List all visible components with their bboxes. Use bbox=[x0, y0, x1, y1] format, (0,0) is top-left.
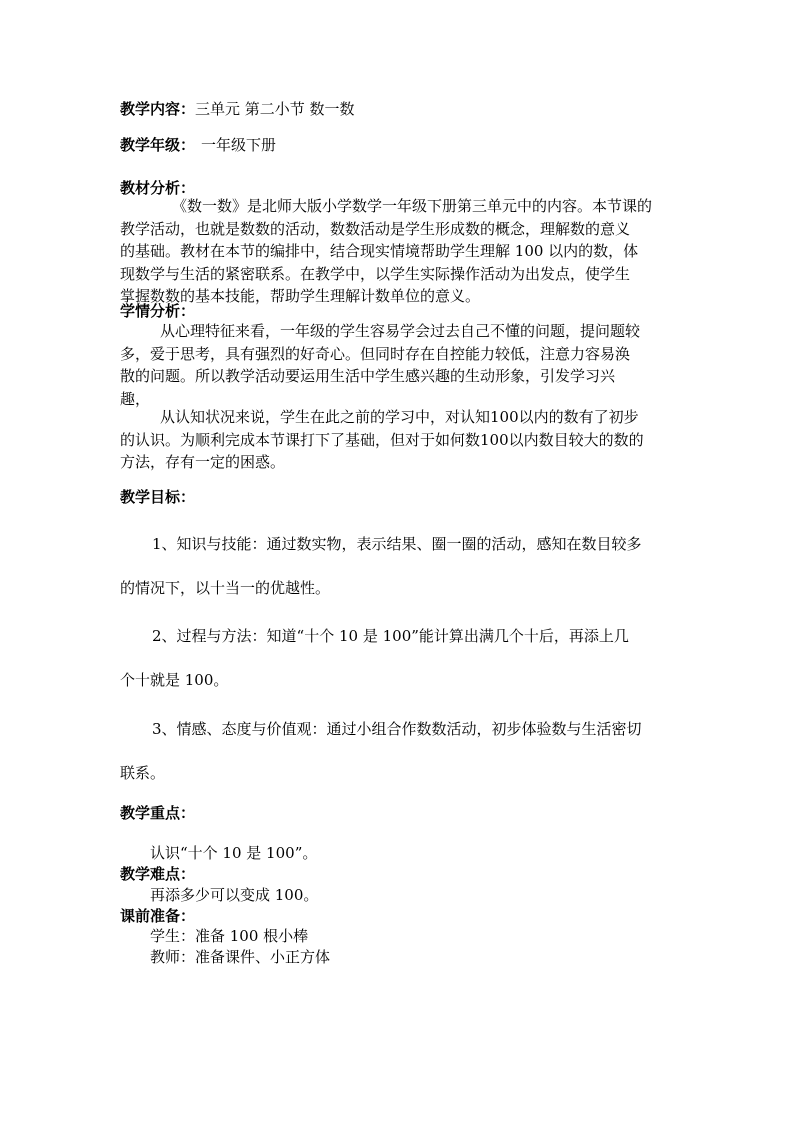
student-line: 散的问题。所以教学活动要运用生活中学生感兴趣的生动形象，引发学习兴 bbox=[120, 367, 616, 385]
material-line: 教学活动，也就是数数的活动，数数活动是学生形成数的概念，理解数的意义 bbox=[120, 219, 631, 238]
material-line: 现数学与生活的紧密联系。在教学中，以学生实际操作活动为出发点，使学生 bbox=[120, 264, 631, 283]
preparation-heading: 课前准备： bbox=[120, 907, 196, 925]
goal-item-3 bbox=[120, 707, 680, 795]
student-line: 的认识。为顺利完成本节课打下了基础，但对于如何数100以内数目较大的数的 bbox=[120, 430, 644, 449]
content-row bbox=[120, 98, 355, 120]
preparation-teacher: 教师：准备课件、小正方体 bbox=[150, 948, 331, 966]
student-line: 多，爱于思考，具有强烈的好奇心。但同时存在自控能力较低，注意力容易涣 bbox=[120, 344, 631, 363]
material-analysis-heading: 教材分析： bbox=[120, 179, 196, 197]
content-value: 三单元 第二小节 数一数 bbox=[195, 100, 355, 118]
goal-item-2 bbox=[120, 614, 680, 702]
goal-line: 2、过程与方法：知道“十个 10 是 100”能计算出满几个十后，再添上几 bbox=[152, 627, 629, 645]
student-analysis-paragraph-2 bbox=[120, 406, 680, 474]
goal-line: 联系。 bbox=[120, 764, 166, 782]
goal-line: 3、情感、态度与价值观：通过小组合作数数活动，初步体验数与生活密切 bbox=[152, 720, 642, 738]
material-line: 掌握数数的基本技能，帮助学生理解计数单位的意义。 bbox=[120, 287, 481, 305]
goal-item-1 bbox=[120, 522, 680, 610]
material-line: 的基础。教材在本节的编排中，结合现实情境帮助学生理解 100 以内的数，体 bbox=[120, 242, 639, 260]
key-point-value: 认识“十个 10 是 100”。 bbox=[150, 844, 318, 862]
goal-line: 个十就是 100。 bbox=[120, 671, 229, 689]
student-line: 从心理特征来看，一年级的学生容易学会过去自己不懂的问题，提问题较 bbox=[160, 322, 641, 340]
student-analysis-heading: 学情分析： bbox=[120, 302, 196, 320]
content-label: 教学内容： bbox=[120, 100, 196, 118]
material-line: 《数一数》是北师大版小学数学一年级下册第三单元中的内容。本节课的 bbox=[172, 197, 653, 215]
student-line: 从认知状况来说，学生在此之前的学习中，对认知100以内的数有了初步 bbox=[160, 408, 639, 426]
difficulty-heading: 教学难点： bbox=[120, 865, 196, 883]
preparation-student: 学生：准备 100 根小棒 bbox=[150, 927, 309, 945]
goals-heading: 教学目标： bbox=[120, 488, 196, 506]
grade-label: 教学年级： bbox=[120, 136, 196, 154]
key-point-heading: 教学重点： bbox=[120, 804, 196, 822]
material-analysis-paragraph bbox=[120, 195, 680, 308]
goal-line: 的情况下，以十当一的优越性。 bbox=[120, 579, 331, 597]
student-line: 趣， bbox=[120, 389, 151, 408]
student-analysis-paragraph-1 bbox=[120, 320, 680, 410]
grade-row bbox=[120, 134, 276, 156]
grade-value: 一年级下册 bbox=[201, 136, 277, 154]
goal-line: 1、知识与技能：通过数实物，表示结果、圈一圈的活动，感知在数目较多 bbox=[152, 535, 642, 553]
difficulty-value: 再添多少可以变成 100。 bbox=[150, 886, 319, 904]
student-line: 方法，存有一定的困惑。 bbox=[120, 453, 286, 471]
